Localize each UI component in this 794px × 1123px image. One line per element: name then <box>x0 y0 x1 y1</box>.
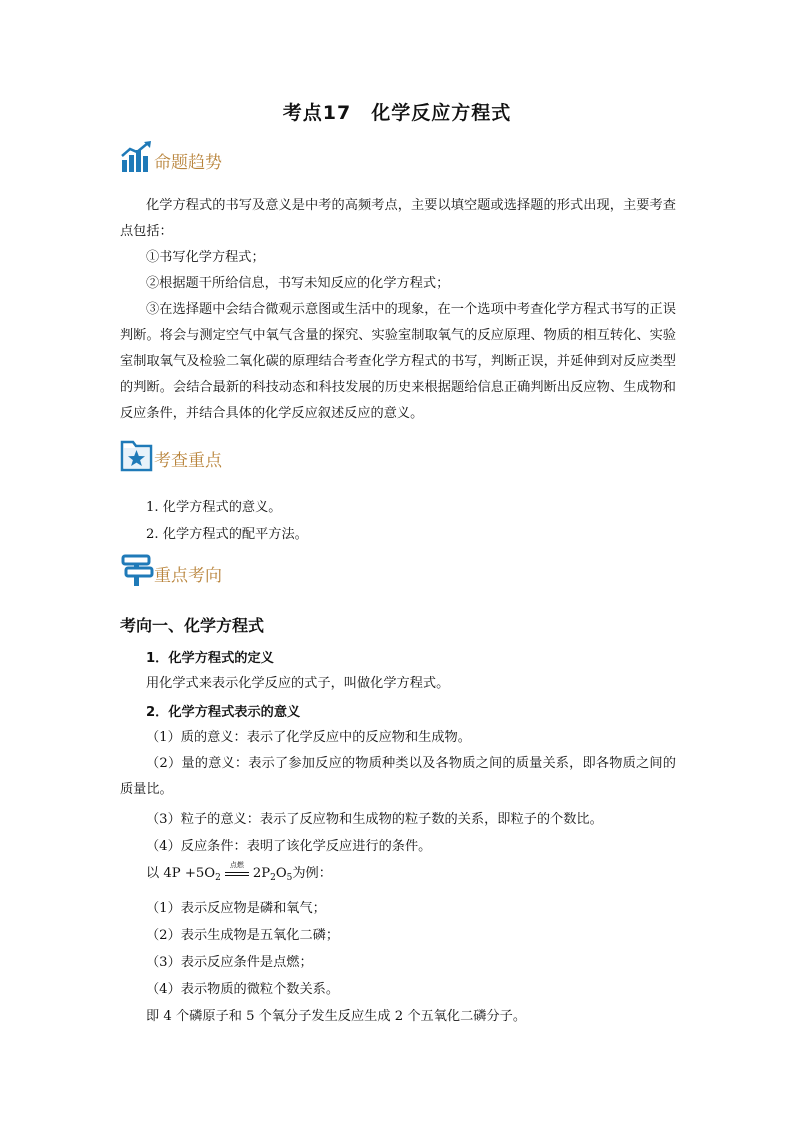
example-conclusion: 即 4 个磷原子和 5 个氧分子发生反应生成 2 个五氧化二磷分子。 <box>146 1009 527 1024</box>
example-item-4: （4）表示物质的微粒个数关系。 <box>146 982 340 997</box>
equation-product: 2P <box>252 866 271 881</box>
equation-oxygen: O <box>275 866 287 881</box>
page-title: 考点17 化学反应方程式 <box>282 102 512 124</box>
o2-subscript: 2 <box>215 873 221 883</box>
reaction-arrow <box>223 860 251 881</box>
section-direction-header <box>120 553 280 589</box>
definition-title: 1．化学方程式的定义 <box>146 651 274 666</box>
section-trend-title: 命题趋势 <box>154 153 222 173</box>
meaning-item-4: （4）反应条件：表明了该化学反应进行的条件。 <box>146 839 432 854</box>
o5-subscript: 5 <box>286 873 293 883</box>
section-focus-header <box>120 438 280 474</box>
meaning-item-3: （3）粒子的意义：表示了反应物和生成物的粒子数的关系，即粒子的个数比。 <box>146 812 603 827</box>
signpost-icon <box>120 553 154 587</box>
trend-intro: 化学方程式的书写及意义是中考的高频考点，主要以填空题或选择题的形式出现，主要考查点包括： <box>120 198 676 239</box>
equation-suffix: 为例： <box>292 866 332 881</box>
section-trend-header <box>120 140 280 176</box>
trend-item-1: ①书写化学方程式； <box>146 250 265 265</box>
example-item-3: （3）表示反应条件是点燃； <box>146 955 313 970</box>
example-equation <box>146 860 332 884</box>
direction-subtitle: 考向一、化学方程式 <box>120 616 265 635</box>
trend-item-3: ③在选择题中会结合微观示意图或生活中的现象，在一个选项中考查化学方程式书写的正误判断。将会与测定空气中氧气含量的探究、实验室制取氧气的反应原理、物质的相互转化、实验室制取氧气及检验二氧化碳的原理结合考查化学方程式的书写，判断正误，并延伸到对反应类型的判断。会结合最新的科技动态和科技发展的历史来根据题给信息正确判断出反应物、生成物和反应条件，并结合具体的化学反应叙述反应的意义。 <box>120 302 676 421</box>
equation-reactants: 以 4P +5O <box>146 866 216 881</box>
meaning-item-1: （1）质的意义：表示了化学反应中的反应物和生成物。 <box>146 730 471 745</box>
focus-item-1: 1. 化学方程式的意义。 <box>146 500 282 515</box>
example-item-1: （1）表示反应物是磷和氧气； <box>146 901 326 916</box>
meaning-item-2: （2）量的意义：表示了参加反应的物质种类以及各物质之间的质量关系，即各物质之间的质量比。 <box>120 756 676 797</box>
chart-icon <box>120 140 154 174</box>
reaction-condition: 点燃 <box>229 860 244 869</box>
section-focus-title: 考查重点 <box>154 451 222 471</box>
section-direction-title: 重点考向 <box>154 566 222 586</box>
trend-item-2: ②根据题干所给信息，书写未知反应的化学方程式； <box>146 276 450 291</box>
focus-item-2: 2. 化学方程式的配平方法。 <box>146 527 308 542</box>
meaning-title: 2．化学方程式表示的意义 <box>146 705 301 720</box>
p2-subscript: 2 <box>270 873 276 883</box>
folder-star-icon <box>120 438 154 472</box>
definition-text: 用化学式来表示化学反应的式子，叫做化学方程式。 <box>146 676 450 691</box>
example-item-2: （2）表示生成物是五氧化二磷； <box>146 928 340 943</box>
